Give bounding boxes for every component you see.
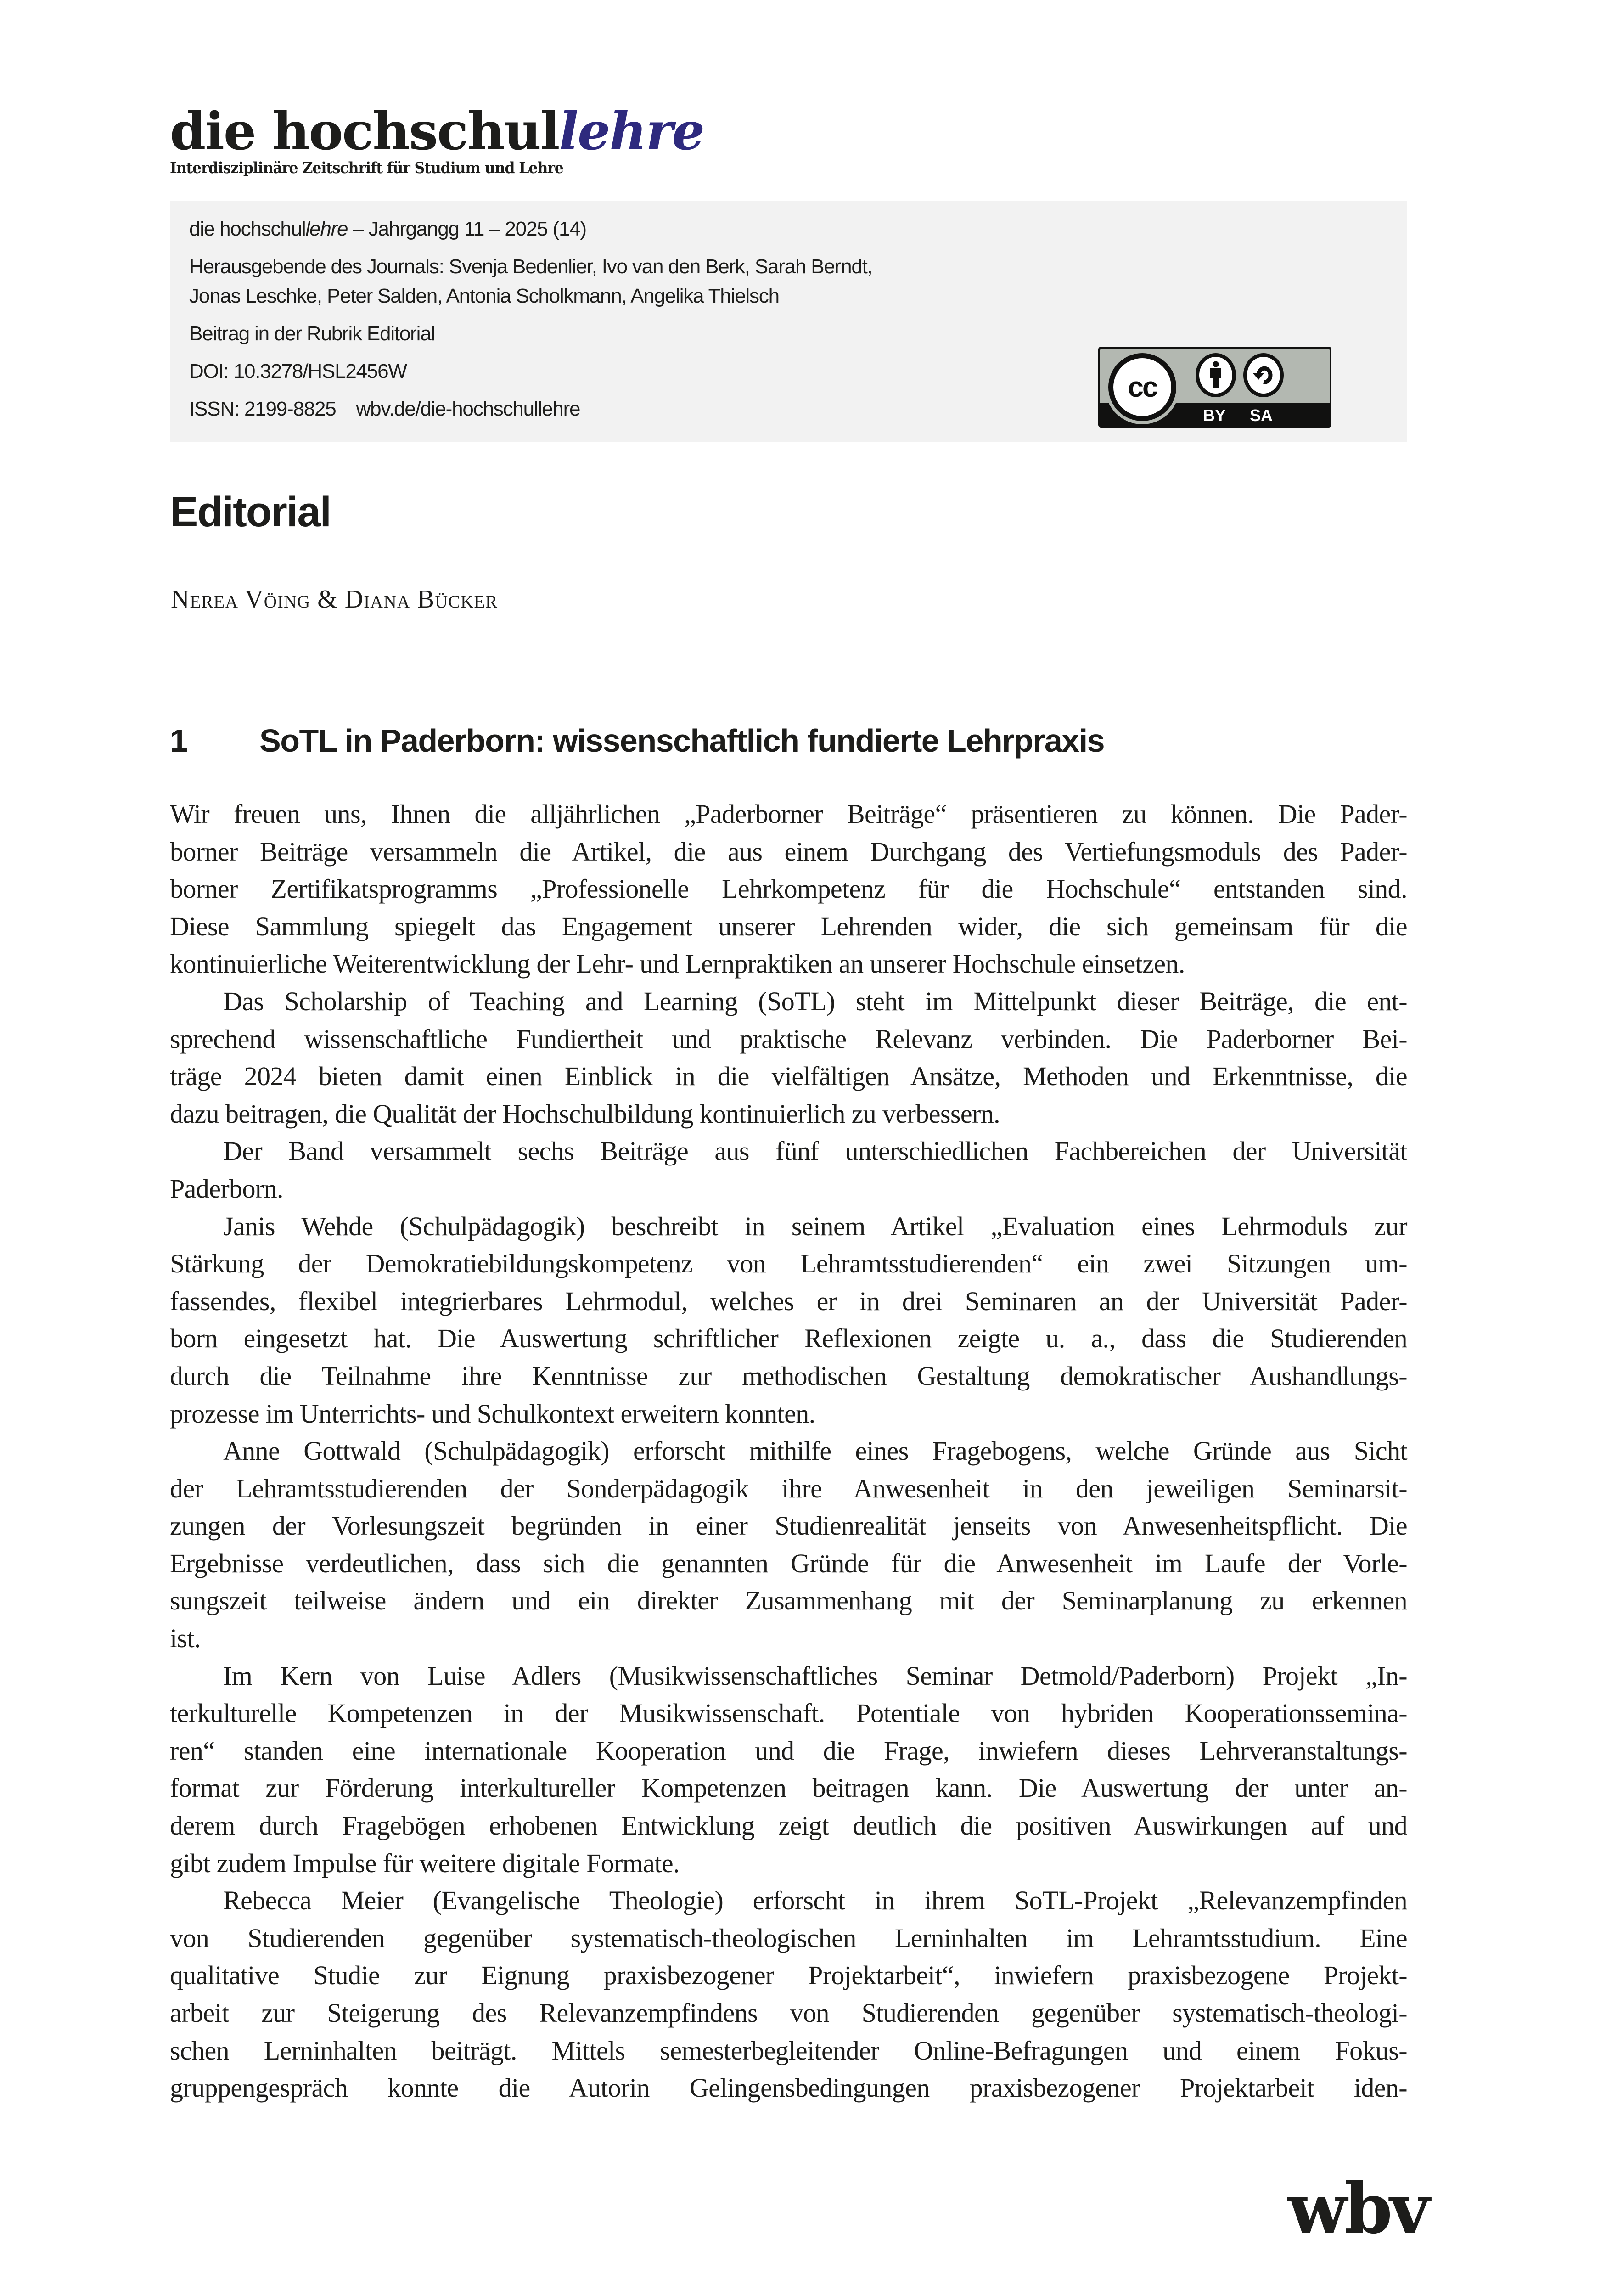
- body-paragraph: [170, 1657, 1407, 1882]
- body-line: Rebecca Meier (Evangelische Theologie) erforscht in ihrem SoTL-Projekt „Relevanzempfinden: [223, 1885, 1407, 1916]
- rubric-line: Beitrag in der Rubrik Editorial: [189, 322, 435, 345]
- body-line: Im Kern von Luise Adlers (Musikwissenschaftliches Seminar Detmold/Paderborn) Projekt „In-: [223, 1660, 1407, 1691]
- attribution-icon: [1196, 353, 1236, 397]
- body-line: gruppengespräch konnte die Autorin Gelingensbedingungen praxisbezogener Projektarbeit iden-: [170, 2073, 1407, 2103]
- body-line: born eingesetzt hat. Die Auswertung schriftlicher Reflexionen zeigte u. a., dass die Studierenden: [170, 1323, 1407, 1354]
- body-line: qualitative Studie zur Eignung praxisbezogener Projektarbeit“, inwiefern praxisbezogene Projekt-: [170, 1960, 1407, 1991]
- article-body: [170, 795, 1407, 2107]
- body-line: kontinuierliche Weiterentwicklung der Lehr- und Lernpraktiken an unserer Hochschule einsetzen.: [170, 949, 1185, 979]
- section-title: SoTL in Paderborn: wissenschaftlich fundierte Lehrpraxis: [259, 723, 1105, 759]
- body-paragraph: [170, 1882, 1407, 2107]
- body-line: sungszeit teilweise ändern und ein direkter Zusammenhang mit der Seminarplanung zu erkennen: [170, 1586, 1407, 1616]
- issue-line: [189, 214, 872, 244]
- body-line: von Studierenden gegenüber systematisch-theologischen Lerninhalten im Lehramtsstudium. Eine: [170, 1923, 1407, 1953]
- issn-url-line: [189, 394, 872, 424]
- section-heading: [170, 720, 1410, 761]
- body-line: Das Scholarship of Teaching and Learning (SoTL) steht im Mittelpunkt dieser Beiträge, die ent-: [223, 986, 1407, 1016]
- body-line: träge 2024 bieten damit einen Einblick in die vielfältigen Ansätze, Methoden und Erkenntnisse, die: [170, 1061, 1407, 1092]
- journal-logo: [170, 101, 704, 177]
- body-line: Diese Sammlung spiegelt das Engagement unserer Lehrenden wider, die sich gemeinsam für die: [170, 911, 1407, 941]
- journal-subtitle: Interdisziplinäre Zeitschrift für Studium und Lehre: [170, 159, 563, 177]
- journal-url-link[interactable]: wbv.de/die-hochschullehre: [356, 398, 580, 420]
- body-line: zungen der Vorlesungszeit begründen in einer Studienrealität jenseits von Anwesenheitspflicht. Die: [170, 1511, 1407, 1541]
- creative-commons-icon: [1108, 353, 1176, 421]
- cc-label: cc: [1128, 371, 1157, 403]
- body-line: ren“ standen eine internationale Kooperation und die Frage, inwiefern dieses Lehrveranstaltungs-: [170, 1735, 1407, 1766]
- body-line: ist.: [170, 1623, 201, 1654]
- journal-logo-title: [170, 101, 704, 162]
- body-line: derem durch Fragebögen erhobenen Entwicklung zeigt deutlich die positiven Auswirkungen auf und: [170, 1811, 1407, 1841]
- share-alike-arrow-icon: [1252, 362, 1275, 388]
- body-line: gibt zudem Impulse für weitere digitale Formate.: [170, 1848, 680, 1878]
- body-paragraph: [170, 983, 1407, 1132]
- license-by-label: BY: [1203, 406, 1226, 425]
- issn: ISSN: 2199-8825: [189, 398, 336, 420]
- body-paragraph: [170, 795, 1407, 983]
- editors-line-1: Herausgebende des Journals: Svenja Bedenlier, Ivo van den Berk, Sarah Berndt,: [189, 255, 872, 278]
- issue-journal-prefix: die hochschul: [189, 218, 306, 240]
- body-line: borner Zertifikatsprogramms „Professionelle Lehrkompetenz für die Hochschule“ entstanden sind.: [170, 874, 1407, 904]
- article-title: Editorial: [170, 489, 331, 535]
- body-paragraph: [170, 1132, 1407, 1207]
- body-line: dazu beitragen, die Qualität der Hochschulbildung kontinuierlich zu verbessern.: [170, 1098, 1000, 1129]
- body-line: Der Band versammelt sechs Beiträge aus fünf unterschiedlichen Fachbereichen der Universität: [223, 1136, 1407, 1166]
- body-line: der Lehramtsstudierenden der Sonderpädagogik ihre Anwesenheit in den jeweiligen Seminarsit-: [170, 1473, 1407, 1503]
- editors-line-2: Jonas Leschke, Peter Salden, Antonia Scholkmann, Angelika Thielsch: [189, 285, 779, 307]
- body-line: borner Beiträge versammeln die Artikel, die aus einem Durchgang des Vertiefungsmoduls des Pader-: [170, 836, 1407, 867]
- body-line: Ergebnisse verdeutlichen, dass sich die genannten Gründe für die Anwesenheit im Laufe der Vorle-: [170, 1548, 1407, 1578]
- journal-logo-accent: lehre: [559, 101, 704, 162]
- body-line: prozesse im Unterrichts- und Schulkontext erweitern konnten.: [170, 1398, 815, 1429]
- body-line: sprechend wissenschaftliche Fundiertheit und praktische Relevanz verbinden. Die Paderborner Bei-: [170, 1024, 1407, 1054]
- issue-volume: – Jahrgangg 11 – 2025 (14): [348, 218, 586, 240]
- license-sa-label: SA: [1250, 406, 1273, 425]
- body-paragraph: [170, 1432, 1407, 1657]
- section-number: 1: [170, 723, 187, 759]
- metadata-lines: [189, 214, 872, 424]
- person-icon: [1207, 361, 1225, 389]
- body-line: terkulturelle Kompetenzen in der Musikwissenschaft. Potentiale von hybriden Kooperationssemina-: [170, 1698, 1407, 1728]
- doi-line[interactable]: DOI: 10.3278/HSL2456W: [189, 360, 407, 383]
- body-line: format zur Förderung interkultureller Kompetenzen beitragen kann. Die Auswertung der unter an-: [170, 1773, 1407, 1803]
- article-authors: Nerea Vöing & Diana Bücker: [171, 585, 498, 613]
- body-line: Paderborn.: [170, 1173, 283, 1204]
- article-metadata-box: [170, 201, 1407, 442]
- body-line: Anne Gottwald (Schulpädagogik) erforscht mithilfe eines Fragebogens, welche Gründe aus Sicht: [223, 1436, 1407, 1466]
- body-line: Janis Wehde (Schulpädagogik) beschreibt in seinem Artikel „Evaluation eines Lehrmoduls zur: [223, 1211, 1407, 1241]
- body-paragraph: [170, 1208, 1407, 1433]
- publisher-logo-wbv: wbv: [1288, 2168, 1427, 2249]
- body-line: fassendes, flexibel integrierbares Lehrmodul, welches er in drei Seminaren an der Universität Pader-: [170, 1286, 1407, 1316]
- body-line: Stärkung der Demokratiebildungskompetenz von Lehramtsstudierenden“ ein zwei Sitzungen um-: [170, 1249, 1407, 1279]
- body-line: schen Lerninhalten beiträgt. Mittels semesterbegleitender Online-Befragungen und einem Fokus-: [170, 2035, 1407, 2065]
- body-line: arbeit zur Steigerung des Relevanzempfindens von Studierenden gegenüber systematisch-theologi-: [170, 1998, 1407, 2028]
- journal-logo-prefix: die hochschul: [170, 101, 559, 162]
- cc-by-sa-license-badge[interactable]: [1098, 347, 1331, 428]
- body-line: durch die Teilnahme ihre Kenntnisse zur methodischen Gestaltung demokratischer Aushandlungs-: [170, 1361, 1407, 1391]
- share-alike-icon: [1243, 353, 1284, 397]
- issue-journal-accent: lehre: [305, 218, 348, 240]
- body-line: Wir freuen uns, Ihnen die alljährlichen „Paderborner Beiträge“ präsentieren zu können. Die Pader-: [170, 799, 1407, 829]
